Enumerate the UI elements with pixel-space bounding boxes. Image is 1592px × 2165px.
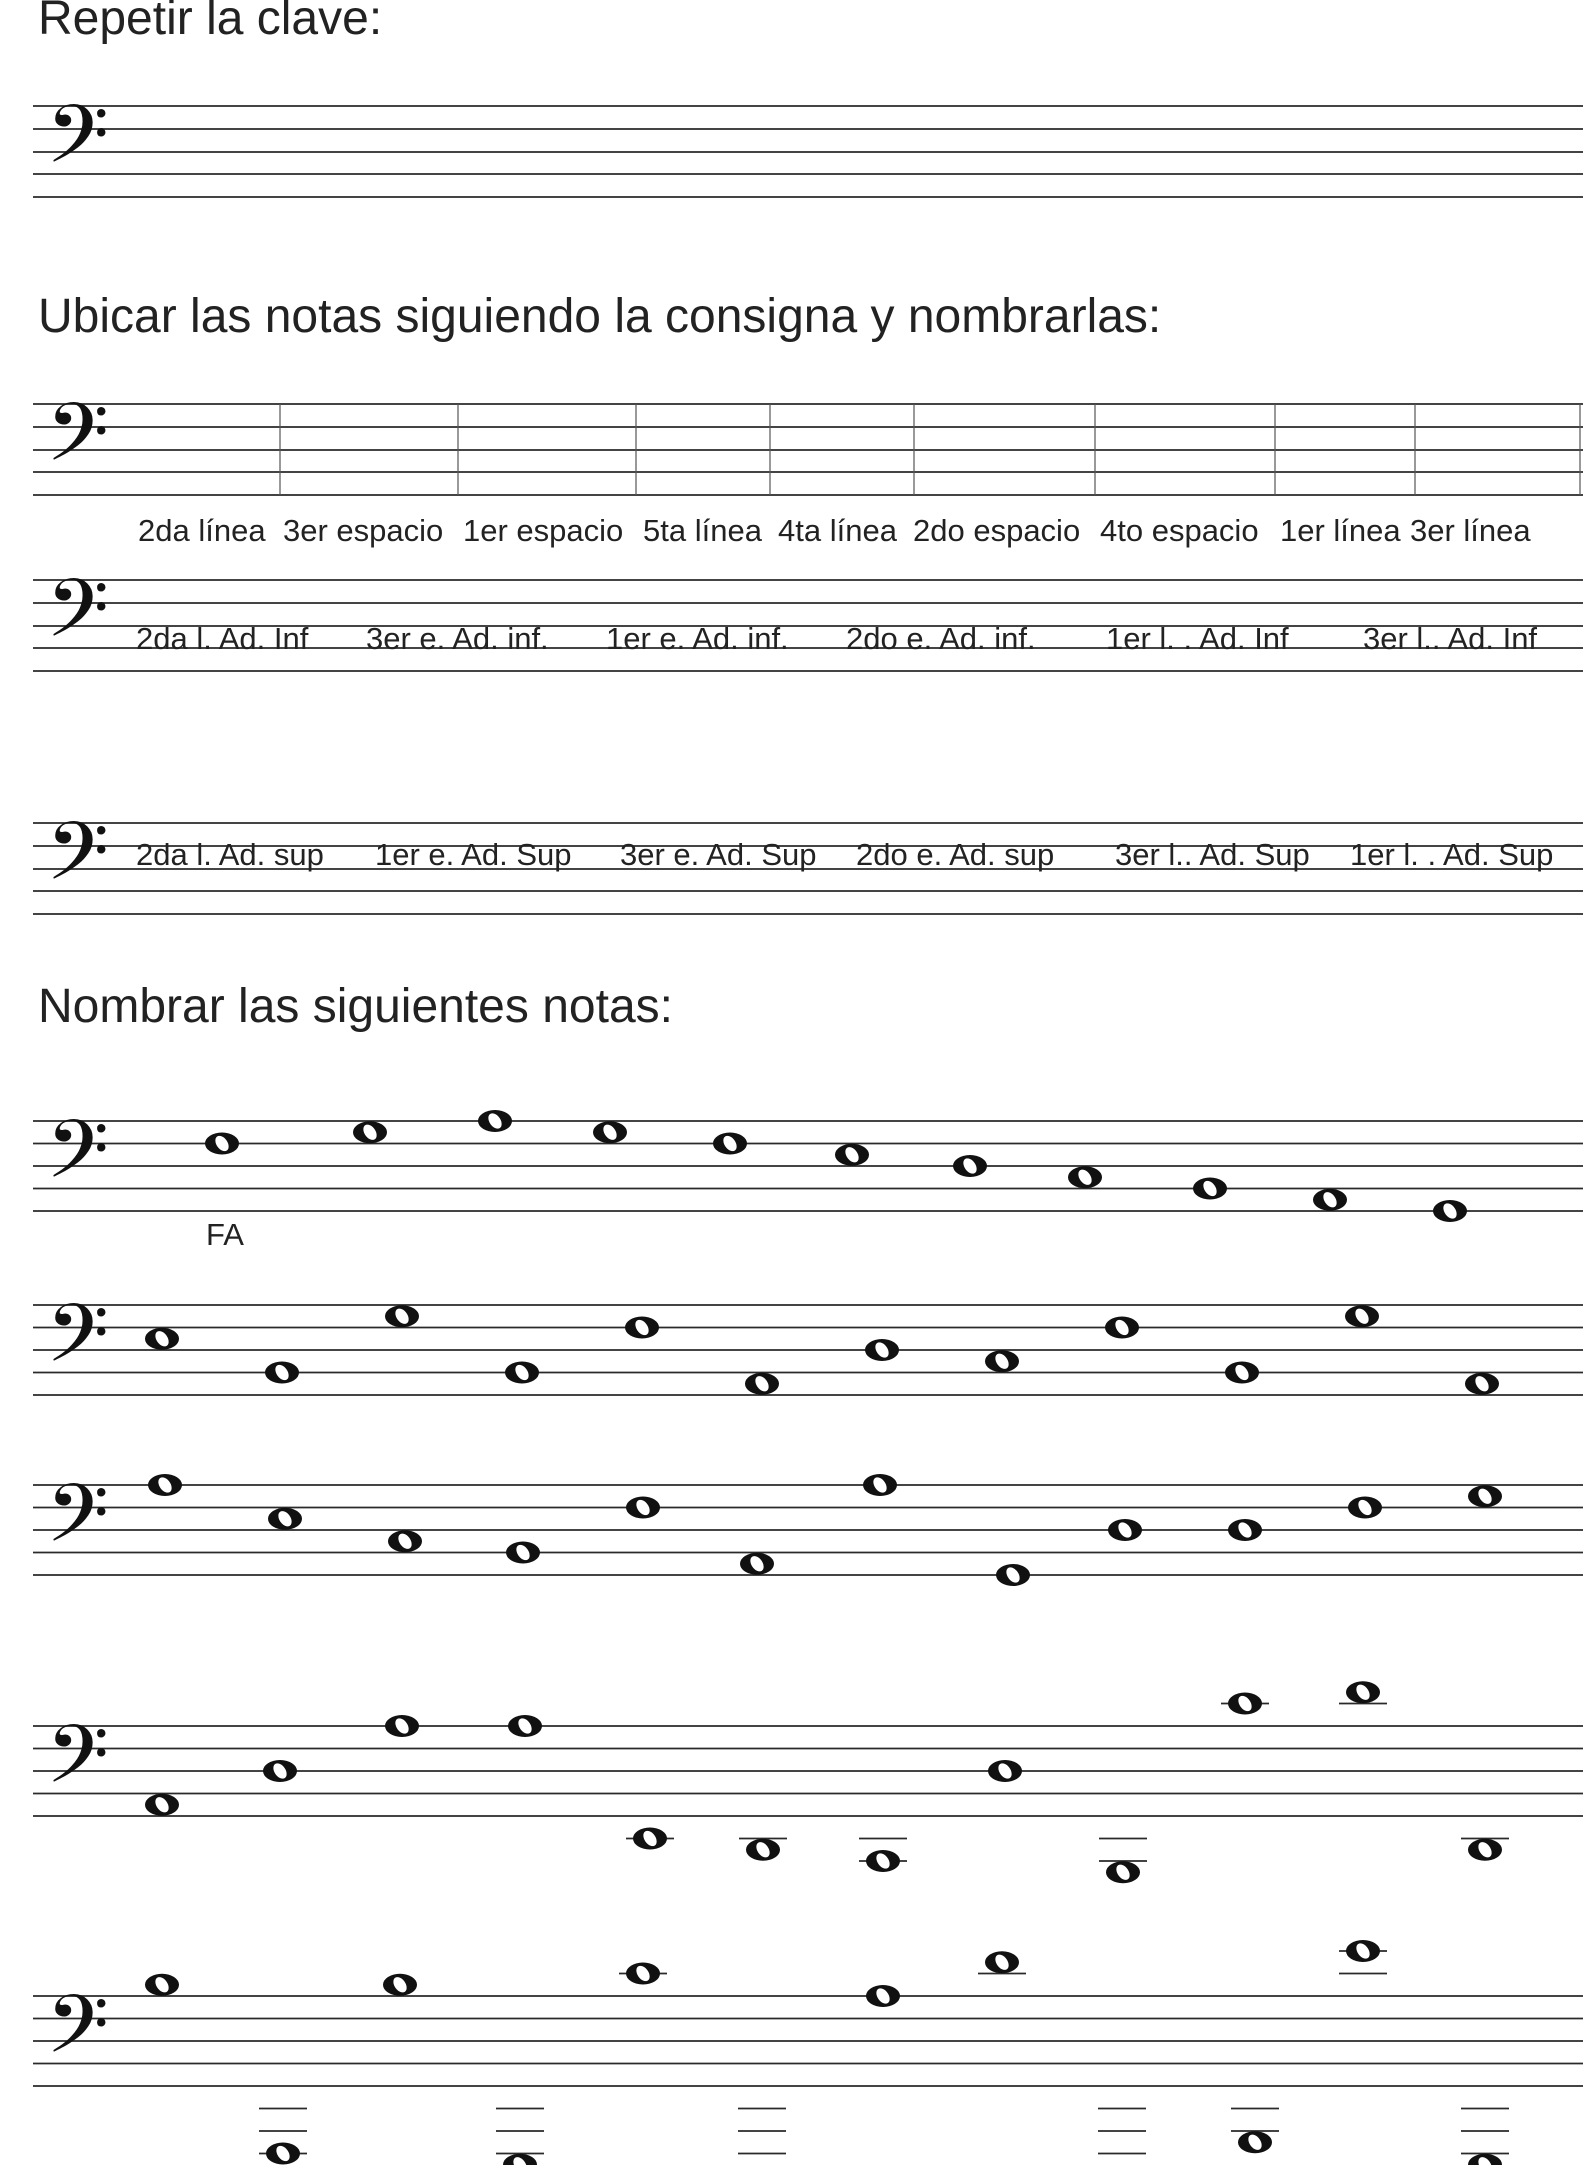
whole-note [268,1508,302,1530]
whole-note [866,1985,900,2007]
whole-note [866,1850,900,1872]
whole-note [1468,2154,1502,2165]
bass-clef-icon: 𝄢 [46,386,110,500]
whole-note [145,1328,179,1350]
whole-note [1465,1373,1499,1395]
ledger-below-label: 2do e. Ad. inf. [846,621,1036,656]
whole-note [353,1121,387,1143]
whole-note [865,1339,899,1361]
whole-note [626,1963,660,1985]
whole-note [1468,1485,1502,1507]
whole-note [713,1133,747,1155]
whole-note [385,1715,419,1737]
whole-note [148,1474,182,1496]
whole-note [266,2143,300,2165]
ledger-below-label: 3er e. Ad. inf. [366,621,549,656]
staff-ledger-above [33,805,1583,919]
note-staff [33,1103,1583,1222]
bass-clef-icon: 𝄢 [46,1708,110,1822]
position-label: 2do espacio [913,513,1081,548]
whole-note [1346,1681,1380,1703]
bass-clef-icon: 𝄢 [46,1103,110,1217]
position-label: 3er línea [1410,513,1531,548]
whole-note [1105,1317,1139,1339]
ledger-below-label: 2da l. Ad. Inf [136,621,309,656]
bass-clef-icon: 𝄢 [46,805,110,919]
whole-note [835,1144,869,1166]
whole-note [205,1133,239,1155]
whole-note [1468,1839,1502,1861]
whole-note [1348,1497,1382,1519]
whole-note [1108,1519,1142,1541]
ledger-below-label: 1er e. Ad. inf. [606,621,789,656]
staff-repeat-clef [33,88,1583,202]
whole-note [508,1715,542,1737]
whole-note [740,1553,774,1575]
ledger-above-label: 1er l. . Ad. Sup [1350,837,1554,872]
note-staff [33,1940,1583,2165]
whole-note [265,1362,299,1384]
ledger-above-label: 3er e. Ad. Sup [620,837,817,872]
note-staff [33,1467,1583,1586]
whole-note [1345,1305,1379,1327]
bass-clef-icon: 𝄢 [46,562,110,676]
ledger-above-label: 2do e. Ad. sup [856,837,1055,872]
whole-note [633,1828,667,1850]
ledger-above-label: 1er e. Ad. Sup [375,837,572,872]
whole-note [626,1497,660,1519]
whole-note [996,1564,1030,1586]
position-label: 5ta línea [643,513,762,548]
heading-place-notes: Ubicar las notas siguiendo la consigna y nombrarlas: [38,290,1162,343]
whole-note [985,1350,1019,1372]
staff-place-notes [33,386,1583,500]
whole-note [1225,1362,1259,1384]
bass-clef-icon: 𝄢 [46,1978,110,2092]
note-naming-staves [33,1103,1583,2165]
heading-repeat-clef: Repetir la clave: [38,0,383,45]
position-label: 3er espacio [283,513,444,548]
whole-note [388,1530,422,1552]
whole-note [593,1121,627,1143]
staff-position-labels [138,513,1531,548]
whole-note [625,1317,659,1339]
staff-ledger-below [33,562,1583,676]
whole-note [988,1760,1022,1782]
note-staff [33,1681,1583,1883]
position-label: 4to espacio [1100,513,1259,548]
whole-note [1346,1940,1380,1962]
whole-note [1433,1200,1467,1222]
whole-note [505,1362,539,1384]
whole-note [1106,1861,1140,1883]
whole-note [385,1305,419,1327]
ledger-above-label: 2da l. Ad. sup [136,837,324,872]
example-answer-label: FA [206,1217,244,1252]
whole-note [263,1760,297,1782]
whole-note [1228,1519,1262,1541]
bass-clef-icon: 𝄢 [46,1287,110,1401]
whole-note [145,1974,179,1996]
ledger-below-label: 1er l. . Ad. Inf [1106,621,1289,656]
whole-note [985,1951,1019,1973]
whole-note [478,1110,512,1132]
position-label: 1er espacio [463,513,624,548]
whole-note [506,1542,540,1564]
ledger-above-label: 3er l.. Ad. Sup [1115,837,1310,872]
whole-note [1068,1166,1102,1188]
heading-name-notes: Nombrar las siguientes notas: [38,980,673,1033]
whole-note [863,1474,897,1496]
whole-note [745,1373,779,1395]
whole-note [1193,1178,1227,1200]
note-staff [33,1287,1583,1401]
ledger-below-label: 3er l.. Ad. Inf [1363,621,1538,656]
whole-note [383,1974,417,1996]
bass-clef-icon: 𝄢 [46,88,110,202]
position-label: 1er línea [1280,513,1401,548]
whole-note [953,1155,987,1177]
bass-clef-icon: 𝄢 [46,1467,110,1581]
whole-note [746,1839,780,1861]
whole-note [503,2154,537,2165]
position-label: 4ta línea [778,513,897,548]
whole-note [1238,2131,1272,2153]
whole-note [1313,1189,1347,1211]
whole-note [1228,1693,1262,1715]
position-label: 2da línea [138,513,266,548]
whole-note [145,1794,179,1816]
